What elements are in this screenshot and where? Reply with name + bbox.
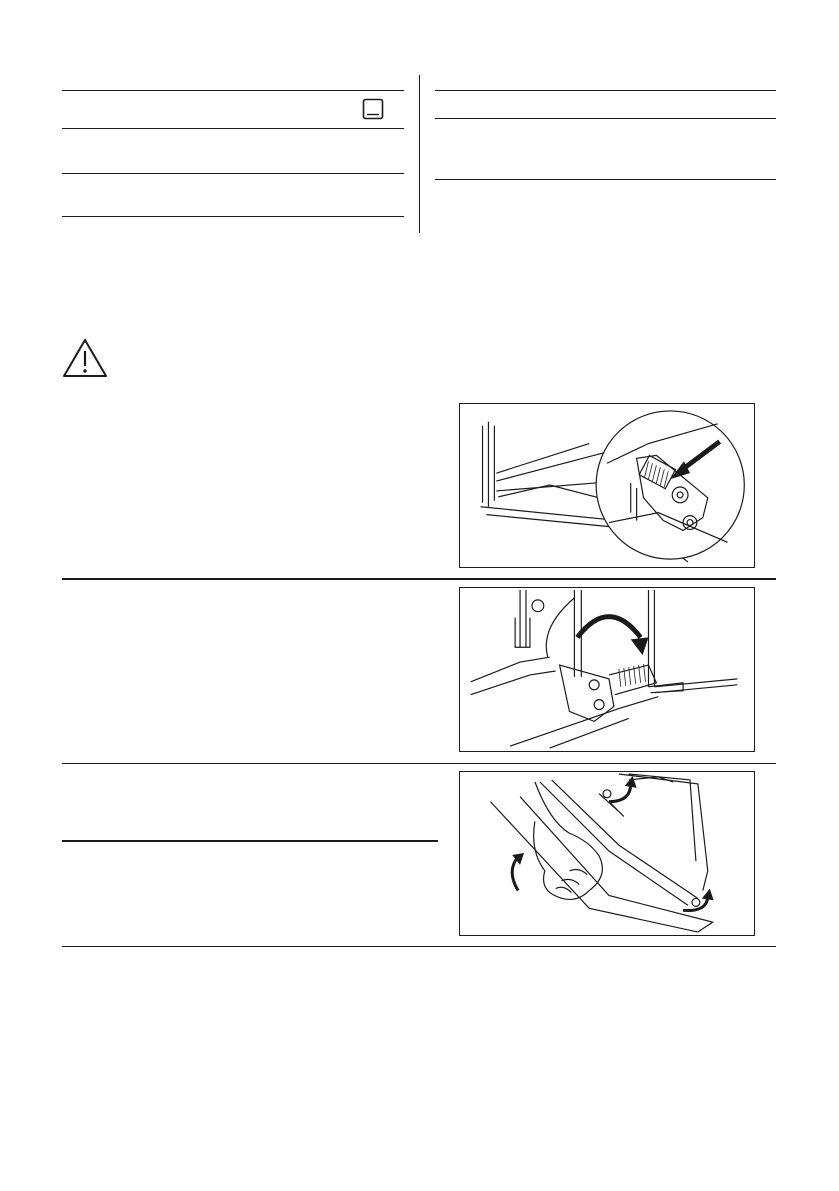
hinge-lever-detail-drawing [460, 404, 754, 567]
table-rule [435, 118, 776, 119]
table-rule [62, 216, 404, 217]
table-rule [62, 90, 404, 91]
figure-door-removal [459, 771, 755, 936]
oven-symbol-icon [362, 98, 384, 120]
hinge-lever-rotate-drawing [460, 588, 754, 751]
figure-hinge-lever-detail [459, 403, 755, 568]
column-divider [419, 75, 420, 233]
step-divider [62, 763, 776, 764]
table-rule [62, 128, 404, 129]
door-removal-drawing [460, 772, 754, 935]
table-rule [62, 173, 404, 174]
step-divider [62, 578, 776, 580]
figure-hinge-lever-rotate [459, 587, 755, 752]
step-divider [62, 946, 776, 947]
warning-triangle-icon [62, 338, 108, 378]
step-sub-divider [62, 840, 438, 842]
table-rule [435, 90, 776, 91]
table-rule [435, 179, 776, 180]
